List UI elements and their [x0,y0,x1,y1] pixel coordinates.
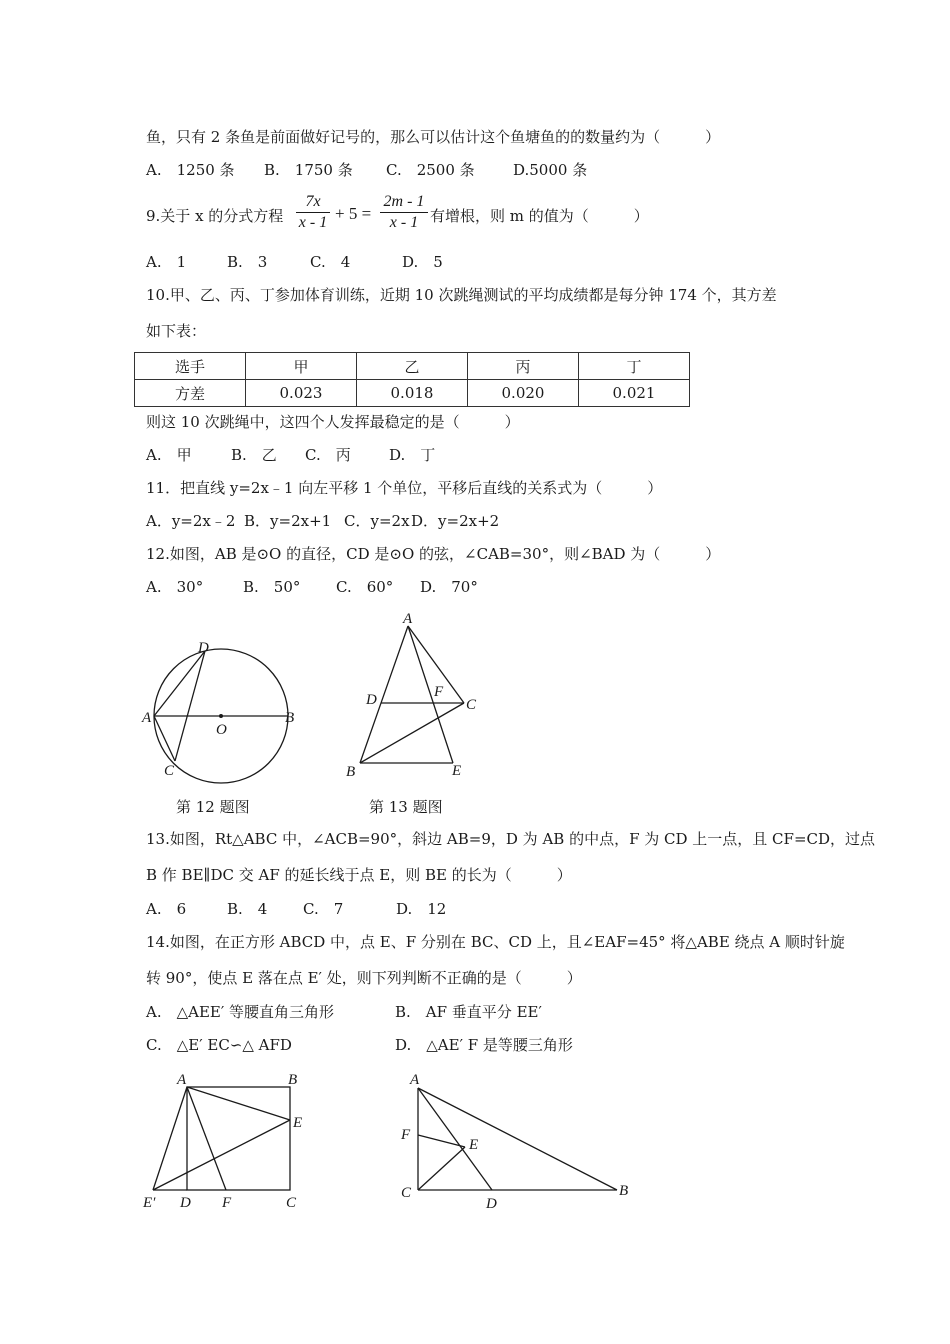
table-cell: 丙 [468,353,579,380]
figure-14-right-triangle-diagram [392,1066,637,1214]
label-c: C [286,1195,297,1211]
label-c: C [401,1185,412,1201]
q9-rhs-fraction [380,193,428,232]
q12-option-a: A. 30° [146,578,204,596]
label-b: B [285,710,295,726]
label-e-prime: E′ [143,1195,156,1211]
q13-option-a: A. 6 [146,900,187,918]
label-d: D [366,692,377,708]
label-o: O [216,722,227,738]
table-row [135,380,690,407]
table-cell: 丁 [579,353,690,380]
q13-option-d: D. 12 [396,900,447,918]
q9-rhs-denominator: x - 1 [389,214,419,231]
q12-option-c: C. 60° [336,578,394,596]
q11-option-d: D．y=2x+2 [411,512,500,530]
table-cell: 0.021 [579,380,690,407]
label-b: B [346,764,356,780]
q9-suffix: 有增根，则 m 的值为（ ） [430,207,649,225]
q12-option-b: B. 50° [243,578,301,596]
figure-12-caption: 第 12 题图 [176,798,250,816]
q8-option-c: C. 2500 条 [386,161,475,179]
figure-13-triangle-diagram [340,608,490,780]
q14-option-a: A. △AEE′ 等腰直角三角形 [146,1003,335,1021]
table-cell: 0.018 [357,380,468,407]
q12-option-d: D. 70° [420,578,478,596]
table-cell: 乙 [357,353,468,380]
q14-option-d: D. △AE′ F 是等腰三角形 [395,1036,573,1054]
figure-14-square-diagram [138,1066,318,1214]
table-cell: 甲 [246,353,357,380]
label-f: F [222,1195,232,1211]
label-e: E [293,1115,303,1131]
q9-rhs-numerator: 2m - 1 [383,193,425,210]
table-cell: 方差 [135,380,246,407]
q11-option-c: C．y=2x [344,512,410,530]
label-f: F [401,1127,411,1143]
q11-option-b: B．y=2x+1 [244,512,332,530]
label-e: E [452,763,462,779]
table-cell: 选手 [135,353,246,380]
q10-question: 则这 10 次跳绳中，这四个人发挥最稳定的是（ ） [146,413,520,431]
label-d: D [198,640,209,656]
q13-line1: 13.如图，Rt△ABC 中，∠ACB=90°，斜边 AB=9，D 为 AB 的中点，F 为 CD 上一点，且 CF=CD，过点 [146,830,876,848]
q10-option-b: B. 乙 [231,446,277,464]
label-f: F [434,684,444,700]
label-d: D [486,1196,497,1212]
q14-option-c: C. △E′ EC∽△ AFD [146,1036,292,1054]
q12-text: 12.如图，AB 是⊙O 的直径，CD 是⊙O 的弦，∠CAB=30°，则∠BAD 为（ ） [146,545,721,563]
table-cell: 0.023 [246,380,357,407]
label-b: B [619,1183,629,1199]
q13-line2: B 作 BE∥DC 交 AF 的延长线于点 E，则 BE 的长为（ ） [146,866,572,884]
q10-option-a: A. 甲 [146,446,192,464]
variance-table [134,352,690,407]
figure-13-caption: 第 13 题图 [369,798,443,816]
table-cell: 0.020 [468,380,579,407]
q8-text: 鱼，只有 2 条鱼是前面做好记号的，那么可以估计这个鱼塘鱼的的数量约为（ ） [146,128,721,146]
label-a: A [410,1072,420,1088]
label-a: A [142,710,152,726]
q9-option-c: C. 4 [310,253,351,271]
q10-option-d: D. 丁 [389,446,436,464]
figure-12-circle-diagram [138,636,308,786]
q10-line1: 10.甲、乙、丙、丁参加体育训练，近期 10 次跳绳测试的平均成绩都是每分钟 174 个，其方差 [146,286,777,304]
q9-option-d: D. 5 [402,253,443,271]
q9-prefix: 9.关于 x 的分式方程 [146,207,284,225]
q9-lhs-fraction [296,193,330,232]
q9-option-a: A. 1 [146,253,187,271]
q10-option-c: C. 丙 [305,446,351,464]
label-d: D [180,1195,191,1211]
q14-line1: 14.如图，在正方形 ABCD 中，点 E、F 分别在 BC、CD 上，且∠EAF=45° 将△ABE 绕点 A 顺时针旋 [146,933,845,951]
q8-option-a: A. 1250 条 [146,161,235,179]
label-c: C [466,697,477,713]
q11-text: 11．把直线 y=2x﹣1 向左平移 1 个单位，平移后直线的关系式为（ ） [146,479,663,497]
q9-plus-sign: + 5 = [335,204,372,223]
q14-option-b: B. AF 垂直平分 EE′ [395,1003,542,1021]
label-e: E [469,1137,479,1153]
q9-option-b: B. 3 [227,253,268,271]
q14-line2: 转 90°，使点 E 落在点 E′ 处，则下列判断不正确的是（ ） [146,969,582,987]
q8-option-d: D.5000 条 [513,161,588,179]
q8-option-b: B. 1750 条 [264,161,353,179]
q13-option-c: C. 7 [303,900,344,918]
label-b: B [288,1072,298,1088]
q11-option-a: A．y=2x﹣2 [146,512,236,530]
label-c: C [164,763,175,779]
table-header-row [135,353,690,380]
label-a: A [177,1072,187,1088]
q9-lhs-numerator: 7x [305,193,321,210]
label-a: A [403,611,413,627]
q10-line2: 如下表： [146,322,207,340]
q13-option-b: B. 4 [227,900,268,918]
q9-lhs-denominator: x - 1 [298,214,328,231]
